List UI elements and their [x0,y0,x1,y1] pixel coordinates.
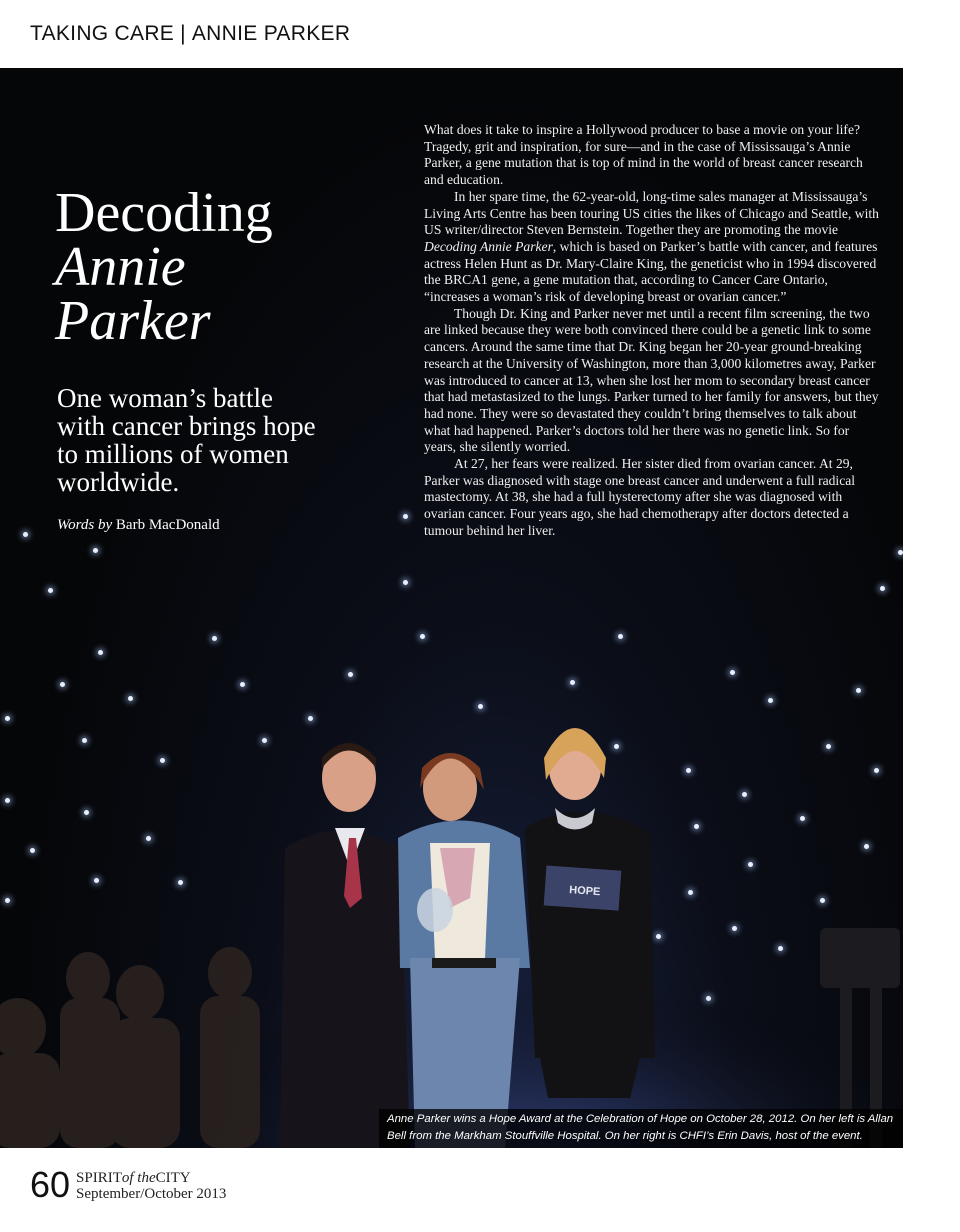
erin-davis [525,728,655,1098]
publication-name [76,1170,226,1186]
man-in-suit [280,743,410,1148]
audience [0,947,260,1148]
header-separator: | [180,22,186,45]
body-paragraph-4: At 27, her fears were realized. Her sister died from ovarian cancer. At 29, Parker was diagnosed with stage one breast cancer and underwent a full radical mastectomy. At 38, she had a full hysterectomy after she was diagnosed with ovarian cancer. Four years ago, she had chemotherapy after doctors detected a tumour behind her liver. [424,456,856,538]
award-trophy [417,888,453,932]
article-title [55,182,273,352]
title-line-2: Annie [55,236,186,298]
byline-prefix: Words by [57,517,113,533]
section-header [30,22,350,46]
article-deck: One woman’s battle with cancer brings hope to millions of women worldwide. [57,383,316,497]
pub-name-c: CITY [155,1170,191,1186]
body-paragraph-1: What does it take to inspire a Hollywood producer to base a movie on your life? Tragedy, grit and inspiration, for sure—and in the case of Mississauga’s Annie Parker, a gene mutation that is top of mind in the world of breast cancer research and education. [424,122,863,188]
body-paragraph-2 [424,189,880,306]
body-paragraph-3: Though Dr. King and Parker never met until a recent film screening, the two are linked because they were both convinced there could be a genetic link to some cancers. Around the same time that Dr. King began her 20-year ground-breaking research at the University of Washington, more than 3,000 kilometres away, Parker was introduced to cancer at 13, when she lost her mom to secondary breast cancer that had metastasized to the lungs. Parker turned to her family for answers, but they had none. They were so devastated they couldn’t bring themselves to talk about what had happened. Parker’s doctors told her there was no genetic link. So for years, she silently worried. [424,305,879,455]
page-number: 60 [30,1164,71,1205]
publication-info [76,1170,226,1202]
movie-title: Decoding Annie Parker [424,238,553,254]
photo-caption: Anne Parker wins a Hope Award at the Celebration of Hope on October 28, 2012. On her left is Allan Bell from the Markham Stouffville Hospital. On her right is CHFI’s Erin Davis, host of the event. [379,1109,903,1148]
article-body [424,122,880,540]
pub-name-a: SPIRIT [76,1170,122,1186]
title-line-3: Parker [55,290,211,352]
body-paragraph-2-b: , which is based on Parker’s battle with cancer, and features actress Helen Hunt as Dr. Mary-Claire King, the geneticist who in 1994 discovered the BRCA1 gene, a gene mutation that, according to Cancer Care Ontario, “increases a woman’s risk of developing breast or ovarian cancer.” [424,238,878,305]
title-line-1: Decoding [55,182,273,244]
section-topic: ANNIE PARKER [191,22,351,45]
byline-author: Barb MacDonald [115,517,220,533]
byline [57,517,220,534]
page-footer [30,1165,226,1205]
publication-issue: September/October 2013 [76,1186,227,1202]
pub-name-b: of the [121,1170,156,1186]
section-label: TAKING CARE [30,22,175,45]
award-card-text: HOPE [568,884,601,899]
body-paragraph-2-a: In her spare time, the 62-year-old, long-time sales manager at Mississauga’s Living Arts Centre has been touring US cities the likes of Chicago and Seattle, with US writer/director Steven Bernstein. Together they are promoting the movie [424,188,879,238]
